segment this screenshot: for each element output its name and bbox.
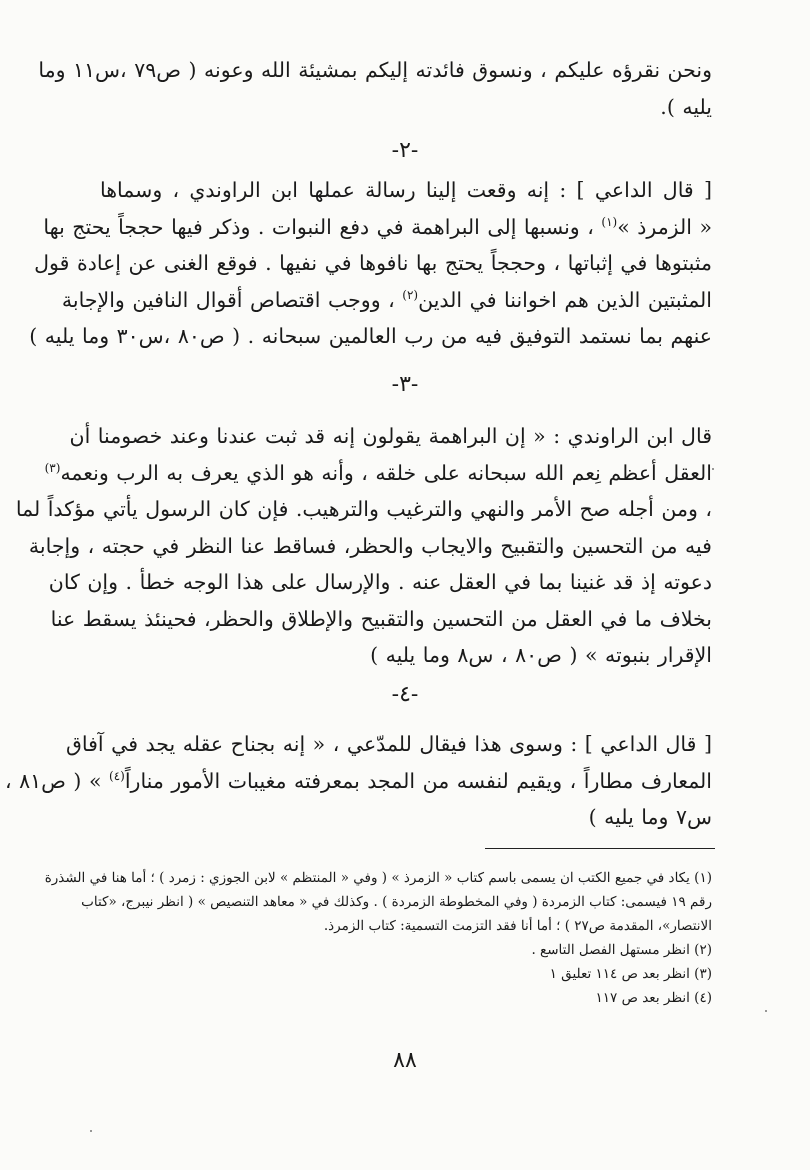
paragraph-2 <box>29 172 712 355</box>
text-line <box>61 282 712 319</box>
text-line: س٧ وما يليه ) <box>588 805 712 829</box>
text-line: ونحن نقرؤه عليكم ، ونسوق فائدته إليكم بمشيئة الله وعونه ( ص٧٩ ،س١١ وما <box>38 58 712 82</box>
text-line: ، ومن أجله صح الأمر والنهي والترغيب والترهيب. فإن كان الرسول يأتي مؤكداً لما <box>15 497 712 521</box>
footnote-ref-1[interactable]: (١) <box>601 214 618 229</box>
inline-text: ، ووجب اقتصاص أقوال النافين والإجابة <box>61 287 395 312</box>
footnote-3: (٣) انظر بعد ص ١١٤ تعليق ١ <box>549 966 712 982</box>
footnote-ref-4[interactable]: (٤) <box>109 768 125 783</box>
footnote-4: (٤) انظر بعد ص ١١٧ <box>595 990 712 1006</box>
footnote-ref-2[interactable]: (٢) <box>402 287 419 302</box>
inline-text: » ( ص٨١ ، <box>4 768 102 793</box>
text-line <box>43 209 712 246</box>
footnote-2: (٢) انظر مستهل الفصل التاسع . <box>531 942 712 958</box>
footnote-separator <box>485 848 715 849</box>
inline-text: المعارف مطاراً ، ويقيم لنفسه من المجد بمعرفته مغيبات الأمور مناراً <box>124 768 712 793</box>
scan-speck <box>90 1130 92 1132</box>
text-line: يليه ). <box>660 94 712 119</box>
paragraph-4 <box>4 726 712 836</box>
text-line <box>44 455 712 492</box>
inline-text: « الزمرذ » <box>617 214 712 239</box>
paragraph-3 <box>15 418 712 674</box>
footnote-1-line: الانتصار»، المقدمة ص٢٧ ) ؛ أما أنا فقد التزمت التسمية: كتاب الزمرذ. <box>323 918 712 934</box>
text-line: فيه من التحسين والتقبيح والايجاب والحظر، فساقط عنا النظر في حجته ، وإجابة <box>28 533 712 558</box>
text-line: [ قال الداعي ] : وسوى هذا فيقال للمدّعي ، « إنه بجناح عقله يجد في آفاق <box>65 732 712 756</box>
section-number-2: -٢- <box>391 138 419 163</box>
text-line: دعوته إذ قد غنينا بما في العقل عنه . والإرسال على هذا الوجه خطأ . وإن كان <box>48 570 712 594</box>
paragraph-1 <box>38 52 712 125</box>
text-line: مثبتوها في إثباتها ، وحججاً يحتج بها نافوها في نفيها . فوقع الغنى عن إعادة قول <box>34 251 712 275</box>
scan-speck <box>765 1010 767 1012</box>
section-number-3: -٣- <box>391 372 419 397</box>
text-line: [ قال الداعي ] : إنه وقعت إلينا رسالة عملها ابن الراوندي ، وسماها <box>100 178 712 202</box>
text-line: الإقرار بنبوته » ( ص٨٠ ، س٨ وما يليه ) <box>370 643 712 667</box>
footnote-1-line: رقم ١٩ فيسمى: كتاب الزمردة ( وفي المخطوطة الزمردة ) . وكذلك في « معاهد التنصيص » ( انظر نيبرج، «كتاب <box>81 894 712 910</box>
text-line: عنهم بما نستمد التوفيق فيه من رب العالمين سبحانه . ( ص٨٠ ،س٣٠ وما يليه ) <box>29 324 712 348</box>
text-line <box>4 763 712 800</box>
page-number: ٨٨ <box>393 1048 417 1073</box>
inline-text: المثبتين الذين هم اخواننا في الدين <box>418 287 712 312</box>
inline-text: ، ونسبها إلى البراهمة في دفع النبوات . وذكر فيها حججاً يحتج بها <box>43 214 594 239</box>
text-line: قال ابن الراوندي : « إن البراهمة يقولون إنه قد ثبت عندنا وعند خصومنا أن <box>69 424 712 448</box>
scan-speck <box>712 468 714 470</box>
inline-text: العقل أعظم نِعم الله سبحانه على خلقه ، وأنه هو الذي يعرف به الرب ونعمه <box>60 460 712 485</box>
footnote-ref-3[interactable]: (٣) <box>44 460 61 475</box>
footnotes <box>44 866 712 1010</box>
text-line: بخلاف ما في العقل من التحسين والتقبيح والإطلاق والحظر، فحينئذ يسقط عنا <box>50 606 712 631</box>
footnote-1-line: (١) يكاد في جميع الكتب ان يسمى باسم كتاب « الزمرذ » ( وفي « المنتظم » لابن الجوزي : زمرد ) ؛ أما هنا في الشذرة <box>44 870 712 886</box>
section-number-4: -٤- <box>391 682 419 707</box>
